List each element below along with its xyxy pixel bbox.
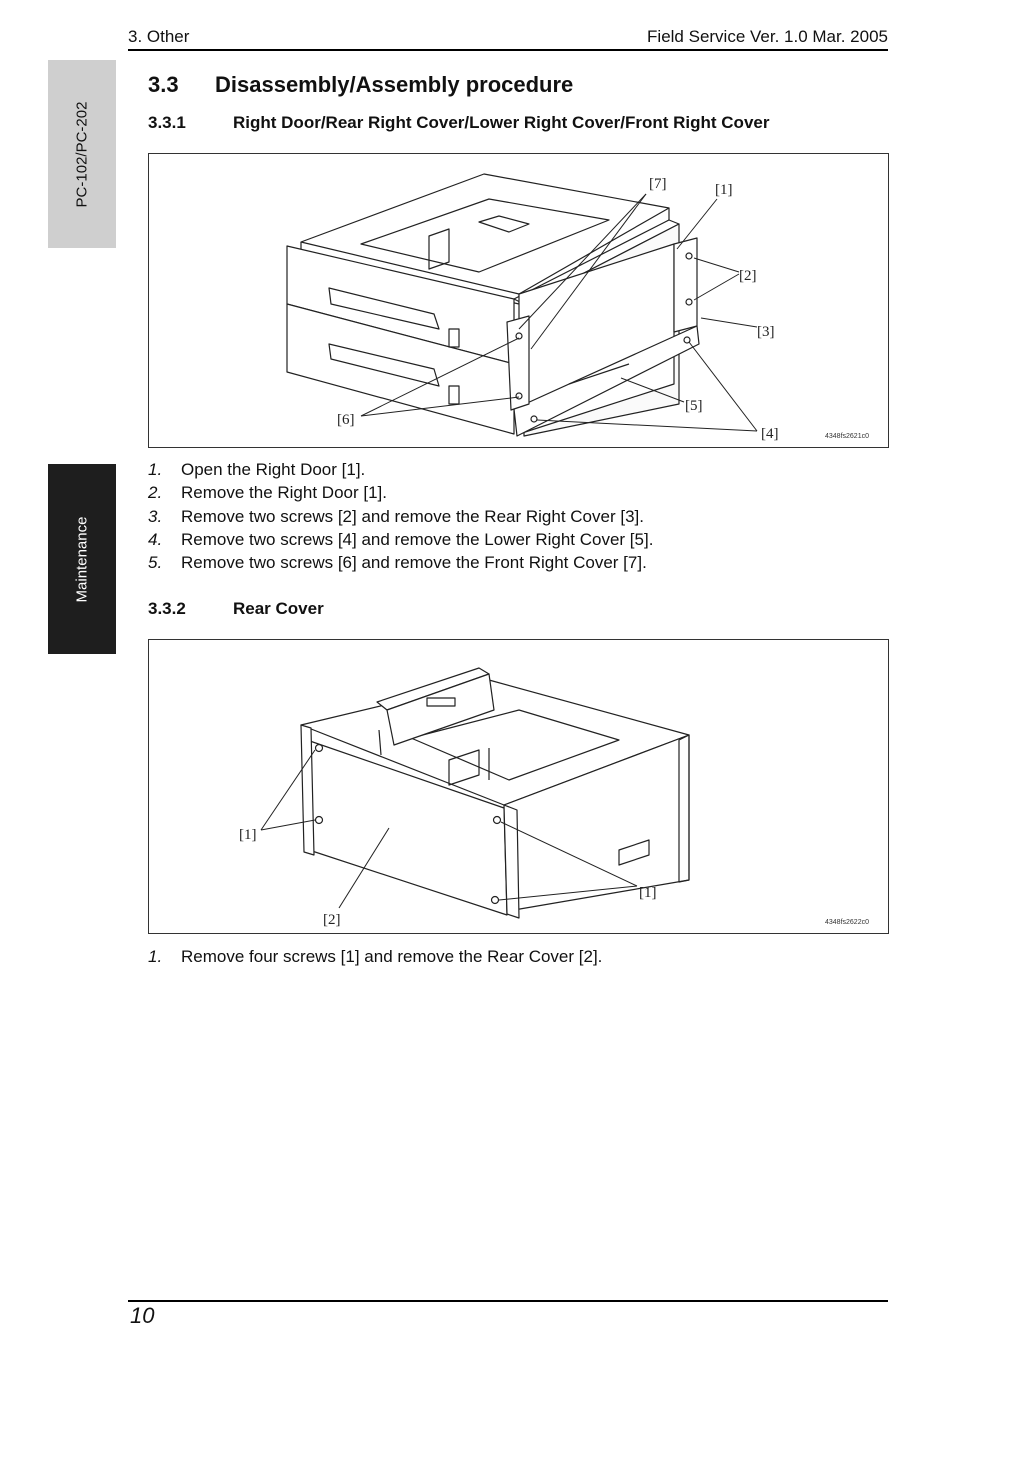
subsection-2-title: Rear Cover bbox=[233, 599, 324, 618]
list-item: 1. Remove four screws [1] and remove the Rear Cover [2]. bbox=[148, 947, 603, 966]
section-number: 3.3 bbox=[148, 72, 179, 97]
callout-1: [1] bbox=[715, 182, 733, 198]
callout-4: [4] bbox=[761, 426, 779, 442]
page-number: 10 bbox=[130, 1303, 155, 1328]
footer-rule bbox=[128, 1300, 888, 1302]
side-tab-model bbox=[48, 60, 116, 248]
list-item: 4. Remove two screws [4] and remove the Lower Right Cover [5]. bbox=[148, 529, 654, 549]
callout-1-right: [1] bbox=[639, 885, 657, 901]
figure-right-covers-illustration bbox=[149, 154, 888, 447]
steps-rear-cover bbox=[148, 945, 602, 968]
subsection-1-title: Right Door/Rear Right Cover/Lower Right Cover/Front Right Cover bbox=[233, 113, 770, 132]
callout-6: [6] bbox=[337, 412, 355, 428]
callout-3: [3] bbox=[757, 324, 775, 340]
header-edition: Field Service Ver. 1.0 Mar. 2005 bbox=[647, 27, 888, 46]
callout-1-left: [1] bbox=[239, 827, 257, 843]
header-rule bbox=[128, 49, 888, 51]
callout-2: [2] bbox=[323, 912, 341, 928]
subsection-2-number: 3.3.2 bbox=[148, 599, 186, 618]
figure-1-code: 4348fs2621c0 bbox=[825, 433, 869, 440]
side-tab-maintenance-label: Maintenance bbox=[73, 516, 91, 602]
steps-right-covers bbox=[148, 458, 653, 574]
side-tab-maintenance bbox=[48, 464, 116, 654]
side-tab-model-label: PC-102/PC-202 bbox=[73, 101, 91, 207]
figure-rear-cover-illustration bbox=[149, 640, 888, 933]
subsection-1-heading bbox=[148, 113, 769, 133]
section-title: Disassembly/Assembly procedure bbox=[215, 72, 574, 97]
figure-2-code: 4348fs2622c0 bbox=[825, 919, 869, 926]
list-item: 1. Open the Right Door [1]. bbox=[148, 460, 366, 479]
callout-2: [2] bbox=[739, 268, 757, 284]
header-section-label: 3. Other bbox=[128, 27, 190, 46]
figure-right-covers bbox=[148, 153, 889, 448]
callout-5: [5] bbox=[685, 398, 703, 414]
list-item: 5. Remove two screws [6] and remove the Front Right Cover [7]. bbox=[148, 553, 647, 573]
figure-rear-cover bbox=[148, 639, 889, 934]
callout-7: [7] bbox=[649, 176, 667, 192]
section-heading bbox=[148, 72, 573, 98]
subsection-1-number: 3.3.1 bbox=[148, 113, 186, 132]
subsection-2-heading bbox=[148, 599, 324, 619]
list-item: 3. Remove two screws [2] and remove the Rear Right Cover [3]. bbox=[148, 506, 644, 526]
list-item: 2. Remove the Right Door [1]. bbox=[148, 483, 387, 503]
